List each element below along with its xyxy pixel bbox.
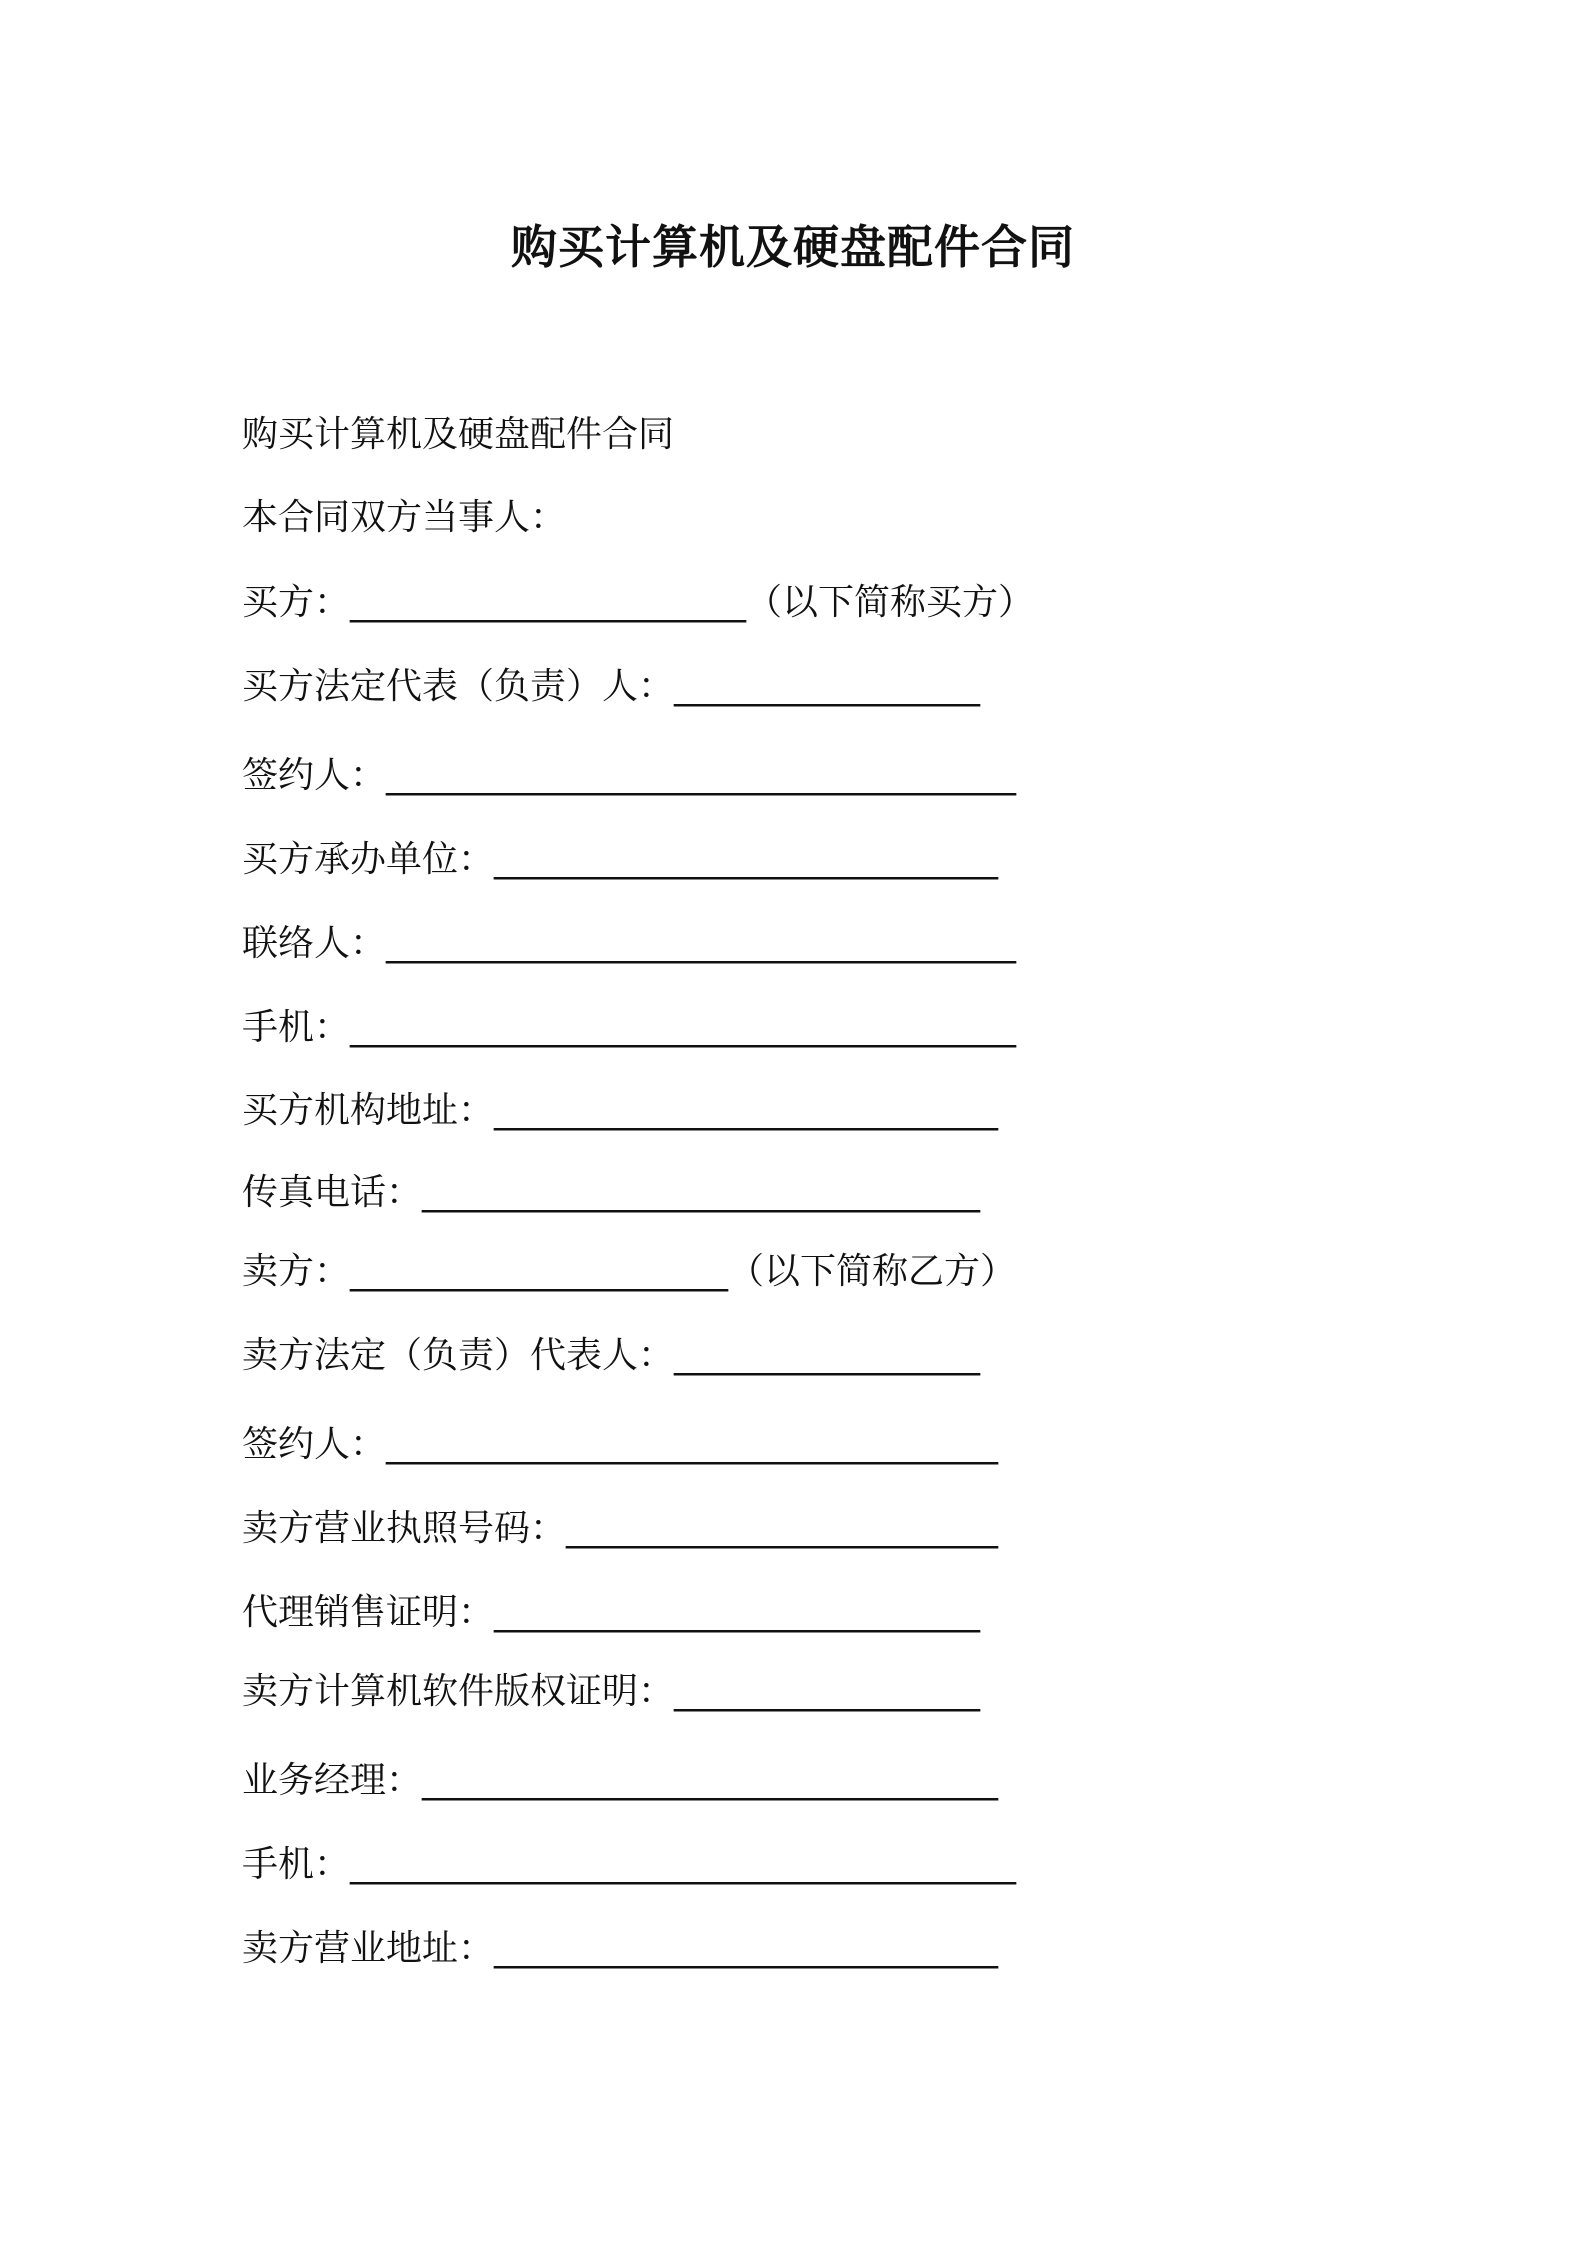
parties-intro: 本合同双方当事人：	[242, 497, 567, 538]
seller-software-copyright-line: 卖方计算机软件版权证明：_________________	[242, 1671, 981, 1712]
seller-mobile-line: 手机：_____________________________________	[242, 1844, 1017, 1885]
buyer-legal-rep-line: 买方法定代表（负责）人：_________________	[242, 666, 981, 707]
seller-legal-rep-line: 卖方法定（负责）代表人：_________________	[242, 1335, 981, 1376]
business-manager-line: 业务经理：________________________________	[242, 1760, 999, 1801]
contract-heading: 购买计算机及硬盘配件合同	[242, 414, 675, 455]
buyer-address-line: 买方机构地址：____________________________	[242, 1090, 999, 1131]
seller-signatory-line: 签约人：__________________________________	[242, 1424, 999, 1465]
buyer-line: 买方：______________________（以下简称买方）	[242, 582, 1035, 623]
seller-line: 卖方：_____________________（以下简称乙方）	[242, 1251, 1017, 1292]
buyer-mobile-line: 手机：_____________________________________	[242, 1007, 1017, 1048]
seller-license-line: 卖方营业执照号码：________________________	[242, 1508, 999, 1549]
buyer-contact-line: 联络人：___________________________________	[242, 923, 1017, 964]
buyer-fax-line: 传真电话：_______________________________	[242, 1172, 981, 1213]
buyer-handling-unit-line: 买方承办单位：____________________________	[242, 839, 999, 880]
document-title: 购买计算机及硬盘配件合同	[511, 220, 1075, 274]
sales-agency-proof-line: 代理销售证明：___________________________	[242, 1592, 981, 1633]
seller-address-line: 卖方营业地址：____________________________	[242, 1928, 999, 1969]
buyer-signatory-line: 签约人：___________________________________	[242, 755, 1017, 796]
